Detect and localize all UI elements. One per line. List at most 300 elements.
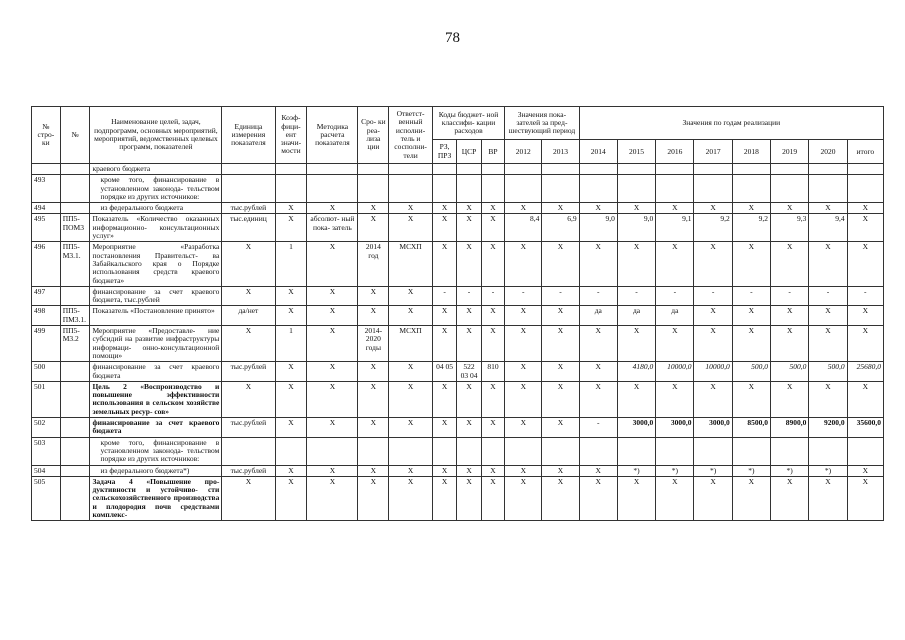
row-total-cell: Х bbox=[847, 381, 883, 417]
row-year-value-cell bbox=[656, 164, 694, 175]
row-code-cell bbox=[60, 465, 90, 476]
row-year-value-cell bbox=[542, 437, 579, 465]
row-unit-cell: да/нет bbox=[222, 306, 275, 326]
row-total-cell: Х bbox=[847, 326, 883, 362]
row-method-cell: Х bbox=[307, 203, 358, 214]
row-resp-cell: Х bbox=[389, 418, 433, 438]
row-csr-cell: 522 03 04 bbox=[457, 362, 481, 382]
row-csr-cell: Х bbox=[457, 203, 481, 214]
row-vr-cell: Х bbox=[481, 242, 504, 286]
row-year-value-cell: Х bbox=[656, 242, 694, 286]
row-year-value-cell: Х bbox=[656, 203, 694, 214]
row-total-cell: 25680,0 bbox=[847, 362, 883, 382]
row-year-value-cell: - bbox=[694, 286, 732, 306]
row-rz-cell: Х bbox=[432, 465, 456, 476]
row-year-value-cell bbox=[771, 437, 809, 465]
row-rz-cell: - bbox=[432, 286, 456, 306]
row-method-cell bbox=[307, 437, 358, 465]
row-resp-cell: Х bbox=[389, 203, 433, 214]
table-row bbox=[32, 306, 884, 326]
table-row bbox=[32, 437, 884, 465]
row-rz-cell bbox=[432, 175, 456, 203]
row-vr-cell bbox=[481, 164, 504, 175]
row-year-value-cell bbox=[771, 164, 809, 175]
row-method-cell: Х bbox=[307, 381, 358, 417]
row-year-value-cell: Х bbox=[809, 476, 847, 520]
row-year-value-cell: Х bbox=[694, 242, 732, 286]
row-csr-cell: Х bbox=[457, 465, 481, 476]
row-number-cell: 498 bbox=[32, 306, 61, 326]
row-method-cell: Х bbox=[307, 326, 358, 362]
row-year-value-cell: Х bbox=[579, 476, 617, 520]
row-unit-cell: тыс.рублей bbox=[222, 362, 275, 382]
row-year-value-cell bbox=[542, 164, 579, 175]
row-rz-cell: Х bbox=[432, 476, 456, 520]
row-rz-cell: Х bbox=[432, 306, 456, 326]
row-year-value-cell: Х bbox=[732, 306, 770, 326]
row-year-value-cell bbox=[694, 175, 732, 203]
row-number-cell: 494 bbox=[32, 203, 61, 214]
col-row-number: № стро- ки bbox=[32, 107, 61, 164]
col-year: 2020 bbox=[809, 140, 847, 164]
row-rz-cell: Х bbox=[432, 418, 456, 438]
row-term-cell: Х bbox=[358, 203, 389, 214]
row-unit-cell: Х bbox=[222, 286, 275, 306]
page-number: 78 bbox=[445, 30, 460, 46]
row-year-value-cell: Х bbox=[505, 242, 542, 286]
row-unit-cell: Х bbox=[222, 381, 275, 417]
table-row bbox=[32, 214, 884, 242]
row-resp-cell: Х bbox=[389, 476, 433, 520]
row-year-value-cell bbox=[694, 437, 732, 465]
row-year-value-cell: 3000,0 bbox=[694, 418, 732, 438]
row-number-cell: 503 bbox=[32, 437, 61, 465]
row-year-value-cell: *) bbox=[617, 465, 655, 476]
row-csr-cell: - bbox=[457, 286, 481, 306]
row-resp-cell bbox=[389, 175, 433, 203]
row-unit-cell: Х bbox=[222, 476, 275, 520]
row-method-cell bbox=[307, 175, 358, 203]
row-name-cell: кроме того, финансирование в установленном законода- тельством порядке из других источников: bbox=[90, 175, 222, 203]
row-vr-cell: Х bbox=[481, 418, 504, 438]
row-term-cell: Х bbox=[358, 286, 389, 306]
row-year-value-cell: 9,2 bbox=[732, 214, 770, 242]
row-year-value-cell: 9,0 bbox=[617, 214, 655, 242]
col-number: № bbox=[60, 107, 90, 164]
row-method-cell: Х bbox=[307, 362, 358, 382]
row-year-value-cell: Х bbox=[579, 465, 617, 476]
row-year-value-cell: Х bbox=[505, 203, 542, 214]
table-row bbox=[32, 465, 884, 476]
row-year-value-cell: Х bbox=[542, 326, 579, 362]
row-term-cell: Х bbox=[358, 306, 389, 326]
row-coef-cell bbox=[275, 175, 307, 203]
row-vr-cell bbox=[481, 175, 504, 203]
row-year-value-cell: - bbox=[617, 286, 655, 306]
row-year-value-cell: Х bbox=[656, 326, 694, 362]
row-vr-cell: - bbox=[481, 286, 504, 306]
row-csr-cell: Х bbox=[457, 381, 481, 417]
col-year: 2019 bbox=[771, 140, 809, 164]
row-code-cell bbox=[60, 476, 90, 520]
row-name-cell: из федерального бюджета*) bbox=[90, 465, 222, 476]
row-term-cell: Х bbox=[358, 362, 389, 382]
row-vr-cell: Х bbox=[481, 465, 504, 476]
row-year-value-cell bbox=[732, 164, 770, 175]
row-year-value-cell: 500,0 bbox=[771, 362, 809, 382]
row-resp-cell: Х bbox=[389, 214, 433, 242]
row-year-value-cell: 8900,0 bbox=[771, 418, 809, 438]
row-coef-cell: 1 bbox=[275, 242, 307, 286]
row-year-value-cell: - bbox=[505, 286, 542, 306]
row-code-cell bbox=[60, 286, 90, 306]
row-year-value-cell: 9,0 bbox=[579, 214, 617, 242]
row-unit-cell bbox=[222, 164, 275, 175]
row-code-cell: ПП5- ПМ3.1. bbox=[60, 306, 90, 326]
row-unit-cell: тыс.рублей bbox=[222, 418, 275, 438]
row-coef-cell: 1 bbox=[275, 326, 307, 362]
row-name-cell: Показатель «Количество оказанных информационно- консультационных услуг» bbox=[90, 214, 222, 242]
row-year-value-cell: Х bbox=[656, 381, 694, 417]
row-number-cell: 505 bbox=[32, 476, 61, 520]
row-year-value-cell bbox=[732, 437, 770, 465]
row-code-cell: ПП5- М3.1. bbox=[60, 242, 90, 286]
row-year-value-cell bbox=[771, 175, 809, 203]
row-unit-cell: тыс.рублей bbox=[222, 465, 275, 476]
row-year-value-cell: - bbox=[579, 286, 617, 306]
row-name-cell: из федерального бюджета bbox=[90, 203, 222, 214]
row-year-value-cell: Х bbox=[505, 306, 542, 326]
table-body bbox=[32, 164, 884, 521]
row-name-cell: краевого бюджета bbox=[90, 164, 222, 175]
row-method-cell: Х bbox=[307, 418, 358, 438]
row-term-cell: Х bbox=[358, 381, 389, 417]
row-number-cell: 493 bbox=[32, 175, 61, 203]
row-csr-cell: Х bbox=[457, 214, 481, 242]
row-total-cell bbox=[847, 437, 883, 465]
row-year-value-cell: - bbox=[656, 286, 694, 306]
row-year-value-cell: Х bbox=[505, 418, 542, 438]
row-vr-cell: Х bbox=[481, 326, 504, 362]
table-row bbox=[32, 203, 884, 214]
row-year-value-cell: Х bbox=[771, 203, 809, 214]
col-past-values: Значения пока- зателей за пред- шествующий период bbox=[505, 107, 579, 140]
row-resp-cell: Х bbox=[389, 381, 433, 417]
row-vr-cell: Х bbox=[481, 203, 504, 214]
col-name: Наименование целей, задач, подпрограмм, основных мероприятий, мероприятий, ведомственных целевых программ, показателей bbox=[90, 107, 222, 164]
row-year-value-cell: да bbox=[617, 306, 655, 326]
row-year-value-cell: Х bbox=[732, 203, 770, 214]
col-year: 2015 bbox=[617, 140, 655, 164]
row-year-value-cell: Х bbox=[694, 381, 732, 417]
row-year-value-cell bbox=[809, 175, 847, 203]
row-year-value-cell: Х bbox=[732, 242, 770, 286]
row-vr-cell: Х bbox=[481, 381, 504, 417]
row-total-cell: Х bbox=[847, 465, 883, 476]
row-name-cell: финансирование за счет краевого бюджета bbox=[90, 418, 222, 438]
row-coef-cell: Х bbox=[275, 203, 307, 214]
row-year-value-cell bbox=[505, 164, 542, 175]
row-vr-cell bbox=[481, 437, 504, 465]
row-unit-cell bbox=[222, 437, 275, 465]
table-row bbox=[32, 381, 884, 417]
col-csr: ЦСР bbox=[457, 140, 481, 164]
col-vr: ВР bbox=[481, 140, 504, 164]
row-csr-cell bbox=[457, 175, 481, 203]
row-year-value-cell bbox=[809, 164, 847, 175]
col-coef: Коэф- фици- ент значи- мости bbox=[275, 107, 307, 164]
row-number-cell: 497 bbox=[32, 286, 61, 306]
col-budget-codes: Коды бюджет- ной классифи- кации расходов bbox=[432, 107, 504, 140]
row-year-value-cell: 8,4 bbox=[505, 214, 542, 242]
row-coef-cell: Х bbox=[275, 286, 307, 306]
row-year-value-cell: - bbox=[732, 286, 770, 306]
row-year-value-cell: 500,0 bbox=[732, 362, 770, 382]
row-name-cell: финансирование за счет краевого бюджета bbox=[90, 362, 222, 382]
row-year-value-cell: Х bbox=[809, 306, 847, 326]
row-year-value-cell: - bbox=[771, 286, 809, 306]
row-coef-cell: Х bbox=[275, 362, 307, 382]
row-method-cell: Х bbox=[307, 286, 358, 306]
col-year: 2018 bbox=[732, 140, 770, 164]
row-method-cell: абсолют- ный пока- затель bbox=[307, 214, 358, 242]
row-method-cell: Х bbox=[307, 465, 358, 476]
row-number-cell: 501 bbox=[32, 381, 61, 417]
row-rz-cell: 04 05 bbox=[432, 362, 456, 382]
row-total-cell: Х bbox=[847, 203, 883, 214]
row-year-value-cell: Х bbox=[732, 476, 770, 520]
row-year-value-cell bbox=[579, 175, 617, 203]
row-year-value-cell: *) bbox=[771, 465, 809, 476]
row-name-cell: Мероприятие «Предоставле- ние субсидий на развитие инфраструктуры информаци- онно-консультационной помощи» bbox=[90, 326, 222, 362]
table-header bbox=[32, 107, 884, 164]
row-year-value-cell: Х bbox=[505, 362, 542, 382]
row-coef-cell: Х bbox=[275, 306, 307, 326]
row-year-value-cell: Х bbox=[771, 242, 809, 286]
row-total-cell bbox=[847, 164, 883, 175]
row-total-cell: Х bbox=[847, 306, 883, 326]
row-rz-cell: Х bbox=[432, 381, 456, 417]
row-year-value-cell: Х bbox=[542, 306, 579, 326]
row-total-cell: - bbox=[847, 286, 883, 306]
row-year-value-cell: Х bbox=[732, 381, 770, 417]
row-code-cell bbox=[60, 164, 90, 175]
row-name-cell: финансирование за счет краевого бюджета, тыс.рублей bbox=[90, 286, 222, 306]
row-total-cell: Х bbox=[847, 476, 883, 520]
row-total-cell: Х bbox=[847, 214, 883, 242]
row-rz-cell: Х bbox=[432, 214, 456, 242]
row-year-value-cell: 9,3 bbox=[771, 214, 809, 242]
row-year-value-cell: *) bbox=[732, 465, 770, 476]
col-year: 2014 bbox=[579, 140, 617, 164]
row-csr-cell bbox=[457, 164, 481, 175]
row-year-value-cell: Х bbox=[809, 326, 847, 362]
row-year-value-cell bbox=[579, 437, 617, 465]
row-year-value-cell: Х bbox=[542, 203, 579, 214]
row-year-value-cell: Х bbox=[542, 362, 579, 382]
row-year-value-cell: Х bbox=[809, 242, 847, 286]
row-number-cell bbox=[32, 164, 61, 175]
row-year-value-cell: Х bbox=[505, 326, 542, 362]
row-year-value-cell: 9,2 bbox=[694, 214, 732, 242]
row-term-cell bbox=[358, 437, 389, 465]
row-year-value-cell: - bbox=[542, 286, 579, 306]
row-total-cell: Х bbox=[847, 242, 883, 286]
row-resp-cell: Х bbox=[389, 286, 433, 306]
col-year-values: Значения по годам реализации bbox=[579, 107, 883, 140]
row-year-value-cell: Х bbox=[617, 242, 655, 286]
row-number-cell: 495 bbox=[32, 214, 61, 242]
row-year-value-cell bbox=[617, 175, 655, 203]
row-code-cell bbox=[60, 418, 90, 438]
col-total: итого bbox=[847, 140, 883, 164]
row-year-value-cell: Х bbox=[617, 326, 655, 362]
row-year-value-cell: Х bbox=[694, 476, 732, 520]
row-term-cell: Х bbox=[358, 418, 389, 438]
row-total-cell bbox=[847, 175, 883, 203]
row-term-cell: 2014 год bbox=[358, 242, 389, 286]
row-resp-cell: Х bbox=[389, 362, 433, 382]
row-code-cell bbox=[60, 381, 90, 417]
row-term-cell: Х bbox=[358, 476, 389, 520]
row-vr-cell: 810 bbox=[481, 362, 504, 382]
row-csr-cell bbox=[457, 437, 481, 465]
col-terms: Сро- ки реа- лиза ции bbox=[358, 107, 389, 164]
col-year: 2012 bbox=[505, 140, 542, 164]
row-year-value-cell: *) bbox=[656, 465, 694, 476]
row-unit-cell: Х bbox=[222, 242, 275, 286]
row-coef-cell: Х bbox=[275, 381, 307, 417]
row-code-cell bbox=[60, 175, 90, 203]
table-row bbox=[32, 326, 884, 362]
row-resp-cell bbox=[389, 437, 433, 465]
row-year-value-cell: Х bbox=[579, 381, 617, 417]
table-row bbox=[32, 362, 884, 382]
row-year-value-cell: - bbox=[809, 286, 847, 306]
row-year-value-cell: 10000,0 bbox=[694, 362, 732, 382]
col-rz: РЗ, ПРЗ bbox=[432, 140, 456, 164]
row-csr-cell: Х bbox=[457, 326, 481, 362]
row-year-value-cell: Х bbox=[579, 242, 617, 286]
row-vr-cell: Х bbox=[481, 214, 504, 242]
row-year-value-cell: Х bbox=[694, 203, 732, 214]
row-year-value-cell: Х bbox=[579, 326, 617, 362]
row-rz-cell bbox=[432, 164, 456, 175]
row-number-cell: 502 bbox=[32, 418, 61, 438]
row-name-cell: Задача 4 «Повышение про- дуктивности и устойчиво- сти сельскохозяйственного производства и плодородия почв средствами комплекс- bbox=[90, 476, 222, 520]
row-rz-cell: Х bbox=[432, 242, 456, 286]
row-number-cell: 500 bbox=[32, 362, 61, 382]
row-code-cell bbox=[60, 362, 90, 382]
row-vr-cell: Х bbox=[481, 306, 504, 326]
row-year-value-cell bbox=[809, 437, 847, 465]
row-year-value-cell: Х bbox=[542, 476, 579, 520]
row-year-value-cell bbox=[656, 175, 694, 203]
row-unit-cell bbox=[222, 175, 275, 203]
col-year: 2013 bbox=[542, 140, 579, 164]
row-name-cell: Цель 2 «Воспроизводство и повышение эффективности использования в сельском хозяйстве земельных ресур- сов» bbox=[90, 381, 222, 417]
row-year-value-cell bbox=[617, 164, 655, 175]
row-year-value-cell bbox=[579, 164, 617, 175]
col-method: Методика расчета показателя bbox=[307, 107, 358, 164]
row-resp-cell: МСХП bbox=[389, 326, 433, 362]
row-year-value-cell: Х bbox=[579, 362, 617, 382]
row-coef-cell: Х bbox=[275, 465, 307, 476]
row-year-value-cell: Х bbox=[656, 476, 694, 520]
row-rz-cell bbox=[432, 437, 456, 465]
table-row bbox=[32, 286, 884, 306]
row-year-value-cell: Х bbox=[505, 465, 542, 476]
row-year-value-cell: Х bbox=[579, 203, 617, 214]
row-year-value-cell: Х bbox=[542, 465, 579, 476]
row-number-cell: 499 bbox=[32, 326, 61, 362]
row-rz-cell: Х bbox=[432, 203, 456, 214]
table-row bbox=[32, 175, 884, 203]
row-year-value-cell bbox=[732, 175, 770, 203]
row-year-value-cell bbox=[656, 437, 694, 465]
row-csr-cell: Х bbox=[457, 306, 481, 326]
row-year-value-cell: Х bbox=[617, 476, 655, 520]
row-year-value-cell: Х bbox=[809, 203, 847, 214]
row-year-value-cell: Х bbox=[505, 381, 542, 417]
row-year-value-cell: 9200,0 bbox=[809, 418, 847, 438]
col-year: 2017 bbox=[694, 140, 732, 164]
row-method-cell bbox=[307, 164, 358, 175]
row-year-value-cell: Х bbox=[542, 418, 579, 438]
row-method-cell: Х bbox=[307, 476, 358, 520]
row-year-value-cell: 3000,0 bbox=[617, 418, 655, 438]
row-year-value-cell: Х bbox=[771, 476, 809, 520]
row-code-cell bbox=[60, 203, 90, 214]
row-year-value-cell bbox=[694, 164, 732, 175]
table-row bbox=[32, 164, 884, 175]
row-year-value-cell bbox=[617, 437, 655, 465]
row-method-cell: Х bbox=[307, 242, 358, 286]
row-year-value-cell: 9,4 bbox=[809, 214, 847, 242]
row-year-value-cell: Х bbox=[771, 306, 809, 326]
row-coef-cell bbox=[275, 437, 307, 465]
row-resp-cell: Х bbox=[389, 465, 433, 476]
row-year-value-cell: 3000,0 bbox=[656, 418, 694, 438]
row-coef-cell bbox=[275, 164, 307, 175]
row-name-cell: кроме того, финансирование в установленном законода- тельством порядке из других источников: bbox=[90, 437, 222, 465]
row-resp-cell: Х bbox=[389, 306, 433, 326]
row-unit-cell: Х bbox=[222, 326, 275, 362]
row-term-cell: Х bbox=[358, 465, 389, 476]
row-year-value-cell: Х bbox=[809, 381, 847, 417]
row-total-cell: 35600,0 bbox=[847, 418, 883, 438]
col-year: 2016 bbox=[656, 140, 694, 164]
row-year-value-cell: *) bbox=[694, 465, 732, 476]
row-year-value-cell: 500,0 bbox=[809, 362, 847, 382]
table-row bbox=[32, 242, 884, 286]
row-year-value-cell: Х bbox=[617, 381, 655, 417]
row-csr-cell: Х bbox=[457, 242, 481, 286]
row-year-value-cell: - bbox=[579, 418, 617, 438]
row-year-value-cell bbox=[505, 437, 542, 465]
row-term-cell bbox=[358, 164, 389, 175]
row-year-value-cell: Х bbox=[617, 203, 655, 214]
row-year-value-cell: 4180,0 bbox=[617, 362, 655, 382]
col-unit: Единица измерения показателя bbox=[222, 107, 275, 164]
row-code-cell: ПП5- ПОМ3 bbox=[60, 214, 90, 242]
row-term-cell: 2014- 2020 годы bbox=[358, 326, 389, 362]
row-year-value-cell: да bbox=[579, 306, 617, 326]
col-responsible: Ответст- венный исполни- тель и сосполни- тели bbox=[389, 107, 433, 164]
row-coef-cell: Х bbox=[275, 418, 307, 438]
row-year-value-cell: Х bbox=[771, 381, 809, 417]
row-name-cell: Показатель «Постановление принято» bbox=[90, 306, 222, 326]
